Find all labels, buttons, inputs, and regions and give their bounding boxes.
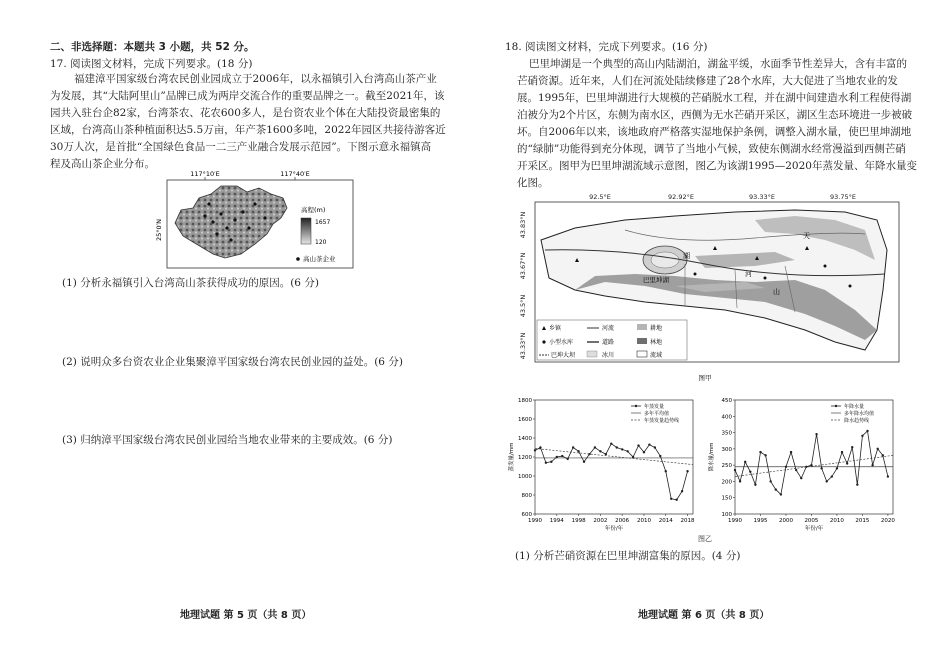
data-point (659, 455, 661, 457)
x-tick-label: 2010 (829, 518, 844, 524)
q17-line: 程及高山茶企业分布。 (50, 158, 155, 170)
q18-line: 的“绿肺”功能得到充分体现，调节了当地小气候，致使东侧湖水经常漫溢到西侧芒硝 (517, 143, 906, 155)
lon-label: 93.33°E (749, 193, 775, 201)
lake-char: 湖 (683, 252, 690, 260)
legend-label: 多年平均值 (644, 411, 670, 417)
data-point (785, 466, 787, 468)
x-tick-label: 1994 (549, 518, 564, 524)
x-tick-label: 2002 (593, 518, 608, 524)
data-point (739, 480, 741, 482)
data-point (637, 444, 639, 446)
river-char: 河 (745, 270, 752, 278)
y-tick-label: 450 (721, 398, 732, 404)
data-point (566, 458, 568, 460)
map-caption: 图甲 (698, 374, 712, 382)
data-point (831, 475, 833, 477)
mountain-char: 山 (773, 288, 780, 296)
legend-river: 河流 (602, 325, 615, 332)
data-point (588, 453, 590, 455)
y-tick-label: 1000 (518, 474, 532, 480)
data-point (866, 430, 868, 432)
lat-label: 43.67°N (519, 252, 527, 280)
q17-sub1: (1) 分析永福镇引入台湾高山茶获得成功的原因。(6 分) (62, 277, 319, 289)
mountain-char: 天 (803, 232, 810, 240)
q17-sub2: (2) 说明众多台资农业企业集聚漳平国家级台湾农民创业园的益处。(6 分) (62, 356, 403, 368)
y-tick-label: 100 (721, 512, 732, 518)
data-point (769, 480, 771, 482)
legend-road: 道路 (602, 339, 615, 346)
data-point (605, 453, 607, 455)
data-point (632, 456, 634, 458)
data-point (790, 451, 792, 453)
q17-sub3: (3) 归纳漳平国家级台湾农民创业园给当地农业带来的主要成效。(6 分) (62, 434, 393, 446)
q17-line: 园共入驻台企82家，台湾茶农、花农600多人，是台资农业个体在大陆投资最密集的 (50, 107, 441, 119)
x-tick-label: 2014 (658, 518, 673, 524)
map-lon2: 117°40′E (280, 170, 310, 178)
data-point (871, 464, 873, 466)
legend-town: 乡镇 (549, 325, 562, 332)
data-point (610, 443, 612, 445)
data-point (810, 464, 812, 466)
legend-farmland: 耕地 (650, 325, 663, 332)
legend-forest: 林地 (650, 339, 663, 346)
data-point (675, 499, 677, 501)
yongfu-map-svg (155, 168, 355, 270)
data-point (686, 470, 688, 472)
legend-basin: 流域 (650, 352, 663, 359)
data-point (599, 450, 601, 452)
q18-line: 泊被分为2个片区，东侧为南水区，西侧为无水芒硝开采区，湖区生态环境进一步被破 (517, 109, 913, 121)
data-point (665, 470, 667, 472)
data-point (800, 477, 802, 479)
map-legend (537, 320, 687, 360)
chart-caption: 图乙 (698, 535, 712, 543)
data-point (643, 451, 645, 453)
x-tick-label: 2010 (636, 518, 651, 524)
data-point (648, 443, 650, 445)
data-point (550, 461, 552, 463)
lon-label: 92.92°E (668, 193, 694, 201)
y-tick-label: 150 (721, 495, 732, 502)
legend-title: 高程(m) (301, 206, 326, 214)
legend-label: 年降水量 (844, 404, 865, 410)
data-point (882, 454, 884, 456)
legend-glacier: 冰川 (602, 352, 615, 359)
y-tick-label: 250 (721, 463, 732, 470)
data-point (670, 498, 672, 500)
data-point (621, 448, 623, 450)
q18-line: 坏。自2006年以来，该地政府严格落实湿地保护条例，调整入湖水量，使巴里坤湖地 (517, 126, 912, 138)
data-point (856, 483, 858, 485)
barkol-map-svg (505, 190, 905, 386)
x-tick-label: 1990 (728, 518, 742, 524)
x-tick-label: 2015 (855, 518, 870, 524)
q17-line: 30万人次，是首批“全国绿色食品一二三产业融合发展示范园”。下图示意永福镇高 (50, 141, 432, 153)
elevation-bar (301, 218, 311, 244)
q17-line: 福建漳平国家级台湾农民创业园成立于2006年，以永福镇引入台湾高山茶产业 (74, 73, 437, 85)
q17-line: 为发展，其“大陆阿里山”品牌已成为两岸交流合作的重要品牌之一。截至2021年，该 (50, 90, 445, 102)
q18-sub1: (1) 分析芒硝资源在巴里坤湖富集的原因。(4 分) (515, 550, 741, 562)
q18-stem: 18. 阅读图文材料，完成下列要求。(16 分) (505, 41, 708, 53)
data-point (734, 469, 736, 471)
data-point (764, 454, 766, 456)
q18-line: 化图。 (517, 177, 549, 189)
legend-dam: 巴坤大坝 (551, 352, 576, 359)
data-point (795, 469, 797, 471)
legend-label: 降水趋势线 (844, 418, 870, 424)
y-tick-label: 350 (721, 430, 732, 437)
lon-label: 92.5°E (589, 193, 611, 201)
data-point (877, 448, 879, 450)
data-point (572, 446, 574, 448)
q18-line: 巴里坤湖是一个典型的高山内陆湖泊，湖盆平缓，水面季节性差异大，含有丰富的 (529, 58, 907, 70)
map-lat: 25°0′N (155, 219, 163, 241)
data-point (826, 480, 828, 482)
data-point (861, 435, 863, 437)
q18-line: 开采区。图甲为巴里坤湖流域示意图，图乙为该湖1995—2020年蒸发量、年降水量变 (517, 160, 917, 172)
y-tick-label: 600 (521, 512, 532, 518)
data-point (577, 450, 579, 452)
y-tick-label: 1800 (518, 398, 532, 404)
data-point (534, 449, 536, 451)
data-point (654, 446, 656, 448)
lake-label: 巴里坤湖 (643, 276, 669, 284)
lon-label: 93.75°E (830, 193, 856, 201)
map-lon1: 117°10′E (190, 170, 220, 178)
y-axis-label: 蒸发量/mm (509, 442, 515, 472)
data-point (805, 466, 807, 468)
yongfu-map (155, 168, 355, 270)
y-tick-label: 1400 (518, 436, 532, 442)
x-tick-label: 1998 (571, 518, 586, 524)
elev-max: 1657 (315, 219, 331, 226)
data-point (754, 483, 756, 485)
plot-frame (735, 400, 893, 514)
y-tick-label: 400 (721, 414, 732, 421)
x-tick-label: 2005 (804, 518, 819, 524)
x-tick-label: 2006 (615, 518, 630, 524)
q17-stem: 17. 阅读图文材料，完成下列要求。(18 分) (50, 58, 253, 70)
q18-line: 展。1995年，巴里坤湖进行大规模的芒硝脱水工程，并在湖中间建造水利工程使得湖 (517, 92, 912, 104)
legend-point-label: 高山茶企业 (303, 255, 336, 263)
x-tick-label: 1995 (753, 518, 768, 524)
legend-label: 年蒸发量趋势线 (644, 418, 680, 424)
data-point (561, 455, 563, 457)
legend-series-marker (635, 405, 637, 407)
data-point (887, 475, 889, 477)
data-point (749, 470, 751, 472)
lat-label: 43.83°N (519, 211, 527, 239)
y-axis-label: 降水量/mm (709, 442, 715, 472)
data-point (583, 461, 585, 463)
q18-line: 芒硝资源。近年来，人们在河流处陆续修建了28个水库，大大促进了当地农业的发 (517, 75, 898, 87)
barkol-map (505, 190, 905, 386)
data-point (744, 461, 746, 463)
x-tick-label: 1990 (528, 518, 542, 524)
data-point (846, 462, 848, 464)
y-tick-label: 1200 (518, 455, 532, 461)
lat-label: 43.5°N (519, 294, 527, 318)
legend-point-icon (296, 257, 300, 261)
y-tick-label: 1600 (518, 417, 532, 423)
x-tick-label: 2020 (880, 518, 895, 524)
data-point (820, 467, 822, 469)
data-point (539, 446, 541, 448)
legend-label: 年蒸发量 (644, 404, 665, 410)
y-tick-label: 300 (721, 446, 732, 453)
data-point (556, 456, 558, 458)
y-tick-label: 800 (521, 493, 532, 499)
x-tick-label: 2000 (778, 518, 793, 524)
data-point (775, 488, 777, 490)
data-point (780, 493, 782, 495)
data-point (759, 451, 761, 453)
data-point (594, 446, 596, 448)
x-axis-label: 年份/年 (804, 526, 824, 532)
data-point (851, 446, 853, 448)
y-tick-label: 200 (721, 479, 732, 486)
data-point (616, 446, 618, 448)
x-axis-label: 年份/年 (604, 526, 624, 532)
legend-series-marker (835, 405, 837, 407)
data-point (815, 433, 817, 435)
data-point (626, 450, 628, 452)
data-point (545, 462, 547, 464)
lat-label: 43.33°N (519, 332, 527, 360)
right-footer: 地理试题 第 6 页（共 8 页） (638, 610, 770, 621)
data-point (836, 467, 838, 469)
section-title: 二、非选择题：本题共 3 小题，共 52 分。 (50, 41, 255, 53)
elev-min: 120 (315, 239, 327, 246)
legend-reservoir: 小型水库 (549, 339, 574, 346)
legend-label: 多年降水均值 (844, 411, 875, 417)
data-point (841, 451, 843, 453)
data-point (681, 490, 683, 492)
x-tick-label: 2018 (680, 518, 695, 524)
evaporation-chart (505, 392, 705, 532)
left-footer: 地理试题 第 5 页（共 8 页） (180, 610, 312, 621)
q17-line: 区域，台湾高山茶种植面积达5.5万亩，年产茶1600多吨，2022年园区共接待游客近 (50, 124, 446, 136)
precipitation-chart (705, 392, 905, 532)
